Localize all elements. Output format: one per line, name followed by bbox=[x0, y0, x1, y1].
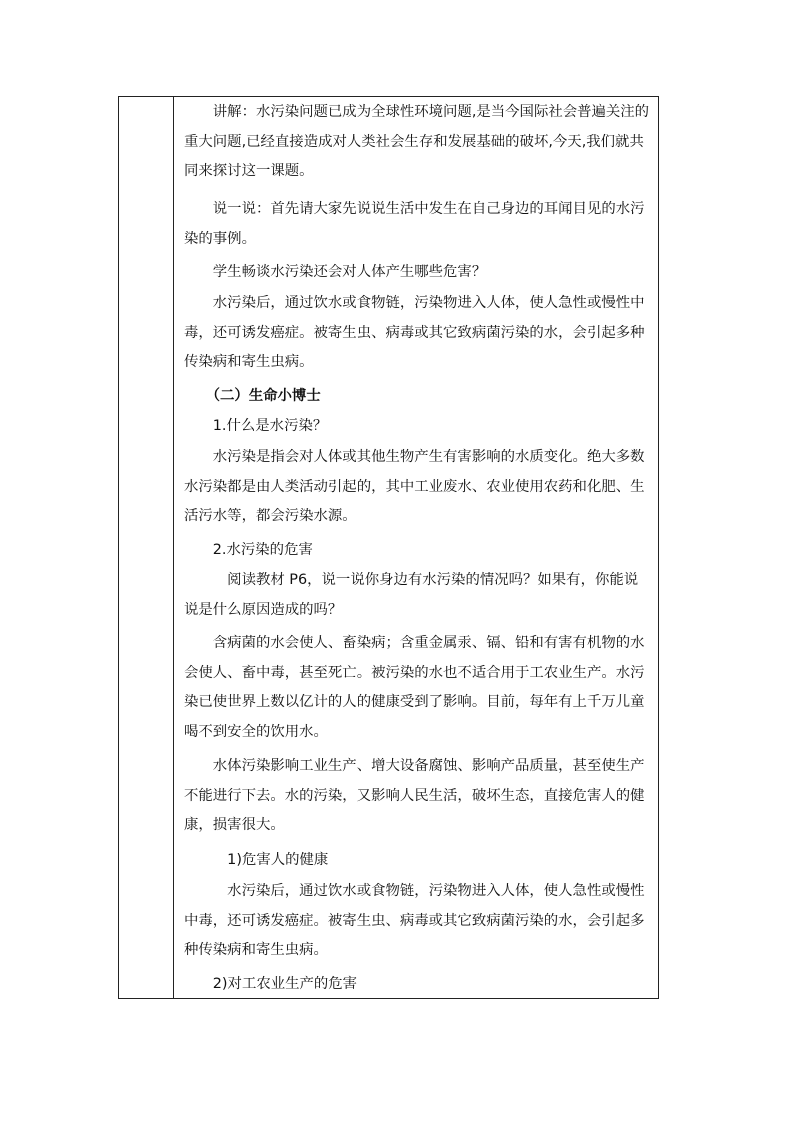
paragraph-student-talk: 学生畅谈水污染还会对人体产生哪些危害？ bbox=[184, 264, 487, 280]
paragraph-production-heading: 2)对工农业生产的危害 bbox=[184, 976, 358, 992]
paragraph-discussion: 说一说：首先请大家先说说生活中发生在自己身边的耳闻目见的水污染的事例。 bbox=[184, 201, 645, 247]
section-heading: （二）生命小博士 bbox=[184, 388, 321, 404]
paragraph-health-heading: 1)危害人的健康 bbox=[184, 852, 329, 868]
paragraph-hazards-detail: 含病菌的水会使人、畜染病；含重金属汞、镉、铅和有害有机物的水会使人、畜中毒，甚至死亡。被污染的水也不适合用于工农业生产。水污染已使世界上数以亿计的人的健康受到了影响。目前，每年有上千万儿童喝不到安全的饮用水。 bbox=[184, 635, 645, 740]
column-divider bbox=[173, 97, 174, 998]
paragraph-question-definition: 1.什么是水污染？ bbox=[184, 418, 328, 434]
paragraph-water-pollution-effects: 水污染后，通过饮水或食物链，污染物进入人体，使人急性或慢性中毒，还可诱发癌症。被寄生虫、病毒或其它致病菌污染的水，会引起多种传染病和寄生虫病。 bbox=[184, 295, 645, 370]
paragraph-definition: 水污染是指会对人体或其他生物产生有害影响的水质变化。绝大多数水污染都是由人类活动引起的，其中工业废水、农业使用农药和化肥、生活污水等，都会污染水源。 bbox=[184, 449, 645, 524]
paragraph-health-detail: 水污染后，通过饮水或食物链，污染物进入人体，使人急性或慢性中毒，还可诱发癌症。被寄生虫、病毒或其它致病菌污染的水，会引起多种传染病和寄生虫病。 bbox=[184, 883, 645, 958]
paragraph-industry-impact: 水体污染影响工业生产、增大设备腐蚀、影响产品质量，甚至使生产不能进行下去。水的污染，又影响人民生活，破坏生态，直接危害人的健康，损害很大。 bbox=[184, 758, 645, 833]
paragraph-hazards-heading: 2.水污染的危害 bbox=[184, 542, 313, 558]
paragraph-explanation: 讲解：水污染问题已成为全球性环境问题,是当今国际社会普遍关注的重大问题,已经直接造成对人类社会生存和发展基础的破坏,今天,我们就共同来探讨这一课题。 bbox=[184, 104, 650, 179]
paragraph-reading-task: 阅读教材 P6，说一说你身边有水污染的情况吗？如果有，你能说说是什么原因造成的吗？ bbox=[184, 572, 639, 618]
lesson-table bbox=[118, 96, 659, 999]
